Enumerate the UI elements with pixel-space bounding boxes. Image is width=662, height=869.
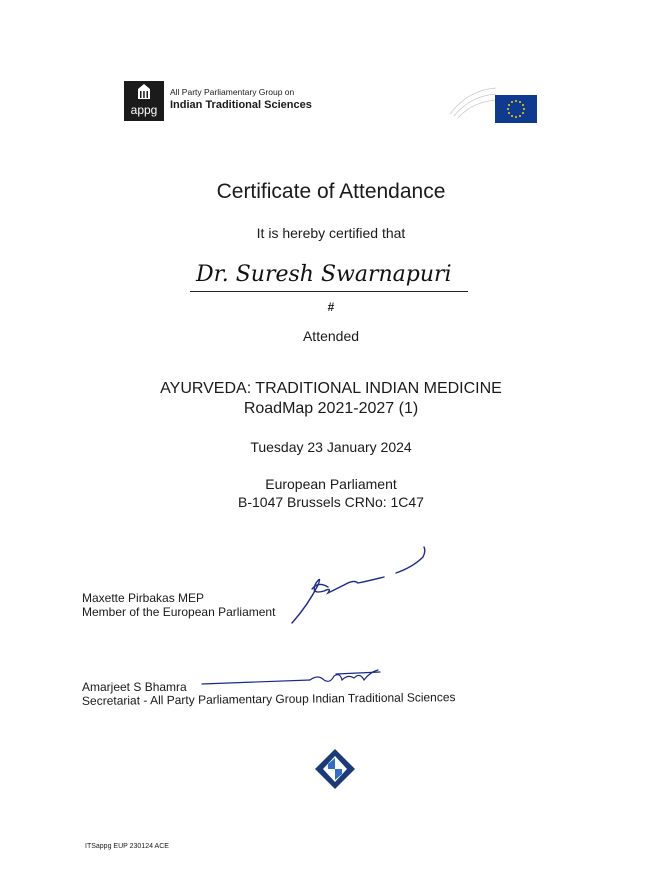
signature-2 [200,668,390,690]
attended-label: Attended [302,328,360,344]
venue-line-2: B-1047 Brussels CRNo: 1C47 [238,494,424,510]
venue-line-1: European Parliament [265,476,397,492]
signature-1 [288,545,438,630]
hash-mark: # [327,300,335,314]
org-line-2: Indian Traditional Sciences [170,99,312,111]
eu-stars-icon [495,95,537,123]
certificate-subtitle: It is hereby certified that [256,225,406,241]
parliament-building-icon [137,84,151,100]
signatory-1-name: Maxette Pirbakas MEP [82,591,205,605]
eu-flag-icon [495,95,537,123]
parliament-hemicycle-icon [448,84,498,120]
diamond-emblem-icon [314,748,356,790]
event-subtitle: RoadMap 2021-2027 (1) [243,400,419,417]
org-name [170,86,312,112]
name-underline [190,291,468,292]
signatory-2-title: Secretariat - All Party Parliamentary Group Indian Traditional Sciences [81,690,456,708]
signatory-1-title: Member of the European Parliament [82,605,276,619]
reference-code: ITSappg EUP 230124 ACE [85,843,169,850]
appg-logo [124,81,164,121]
certificate-title: Certificate of Attendance [216,180,446,203]
logo-word: appg [130,103,158,117]
recipient-name: Dr. Suresh Swarnapuri [196,262,452,287]
signatory-2-name: Amarjeet S Bhamra [82,680,187,694]
event-title: AYURVEDA: TRADITIONAL INDIAN MEDICINE [160,380,502,397]
org-line-1: All Party Parliamentary Group on [170,87,295,97]
event-date: Tuesday 23 January 2024 [250,439,412,455]
